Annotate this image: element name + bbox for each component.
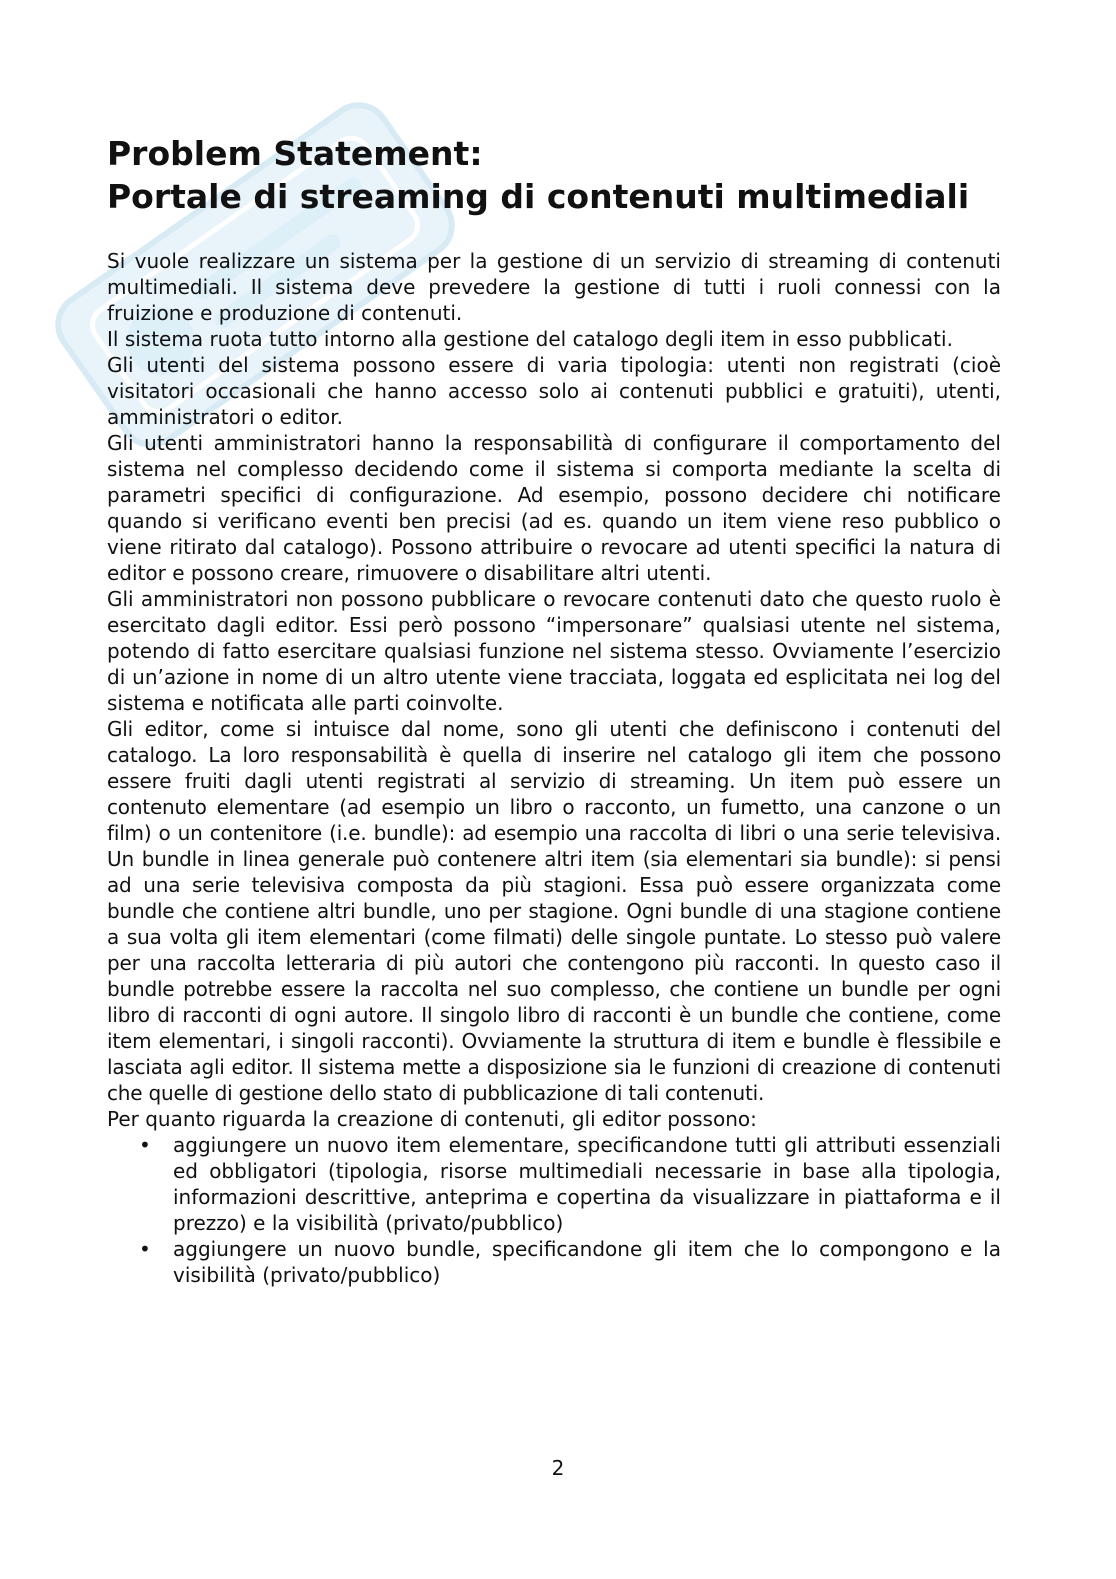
paragraph: Gli utenti del sistema possono essere di varia tipologia: utenti non registrati (cioè visitatori occasionali che hanno accesso solo ai contenuti pubblici e gratuiti), utenti, amministratori o editor. (107, 353, 1001, 429)
document-body (107, 248, 1001, 1288)
page-number: 2 (551, 1456, 565, 1480)
list-item: • aggiungere un nuovo bundle, specificandone gli item che lo compongono e la visibilità (privato/pubblico) (173, 1236, 1001, 1288)
paragraph: Si vuole realizzare un sistema per la gestione di un servizio di streaming di contenuti multimediali. Il sistema deve prevedere la gestione di tutti i ruoli connessi con la fruizione e produzione di contenuti. (107, 249, 1001, 325)
page-title (107, 132, 1001, 218)
paragraph: Gli editor, come si intuisce dal nome, sono gli utenti che definiscono i contenuti del catalogo. La loro responsabilità è quella di inserire nel catalogo gli item che possono essere fruiti dagli utenti registrati al servizio di streaming. Un item può essere un contenuto elementare (ad esempio un libro o racconto, un fumetto, una canzone o un film) o un contenitore (i.e. bundle): ad esempio una raccolta di libri o una serie televisiva. Un bundle in linea generale può contenere altri item (sia elementari sia bundle): si pensi ad una serie televisiva composta da più stagioni. Essa può essere organizzata come bundle che contiene altri bundle, uno per stagione. Ogni bundle di una stagione contiene a sua volta gli item elementari (come filmati) delle singole puntate. Lo stesso può valere per una raccolta letteraria di più autori che contengono più racconti. In questo caso il bundle potrebbe essere la raccolta nel suo complesso, che contiene un bundle per ogni libro di racconti di ogni autore. Il singolo libro di racconti è un bundle che contiene, come item elementari, i singoli racconti). Ovviamente la struttura di item e bundle è flessibile e lasciata agli editor. Il sistema mette a disposizione sia le funzioni di creazione di contenuti che quelle di gestione dello stato di pubblicazione di tali contenuti. (107, 717, 1001, 1105)
list-item: • aggiungere un nuovo item elementare, specificandone tutti gli attributi essenziali ed obbligatori (tipologia, risorse multimediali necessarie in base alla tipologia, informazioni descrittive, anteprima e copertina da visualizzare in piattaforma e il prezzo) e la visibilità (privato/pubblico) (173, 1132, 1001, 1236)
paragraph: Il sistema ruota tutto intorno alla gestione del catalogo degli item in esso pubblicati. (107, 327, 953, 351)
title-line-2: Portale di streaming di contenuti multimediali (107, 177, 970, 216)
paragraph: Gli utenti amministratori hanno la responsabilità di configurare il comportamento del sistema nel complesso decidendo come il sistema si comporta mediante la scelta di parametri specifici di configurazione. Ad esempio, possono decidere chi notificare quando si verificano eventi ben precisi (ad es. quando un item viene reso pubblico o viene ritirato dal catalogo). Possono attribuire o revocare ad utenti specifici la natura di editor e possono creare, rimuovere o disabilitare altri utenti. (107, 431, 1001, 585)
title-line-1: Problem Statement: (107, 134, 483, 173)
bullet-list (107, 1132, 1001, 1288)
paragraph: Per quanto riguarda la creazione di contenuti, gli editor possono: (107, 1107, 757, 1131)
document-page (107, 132, 1001, 1288)
paragraph: Gli amministratori non possono pubblicare o revocare contenuti dato che questo ruolo è esercitato dagli editor. Essi però possono “impersonare” qualsiasi utente nel sistema, potendo di fatto esercitare qualsiasi funzione nel sistema stesso. Ovviamente l’esercizio di un’azione in nome di un altro utente viene tracciata, loggata ed esplicitata nei log del sistema e notificata alle parti coinvolte. (107, 587, 1001, 715)
